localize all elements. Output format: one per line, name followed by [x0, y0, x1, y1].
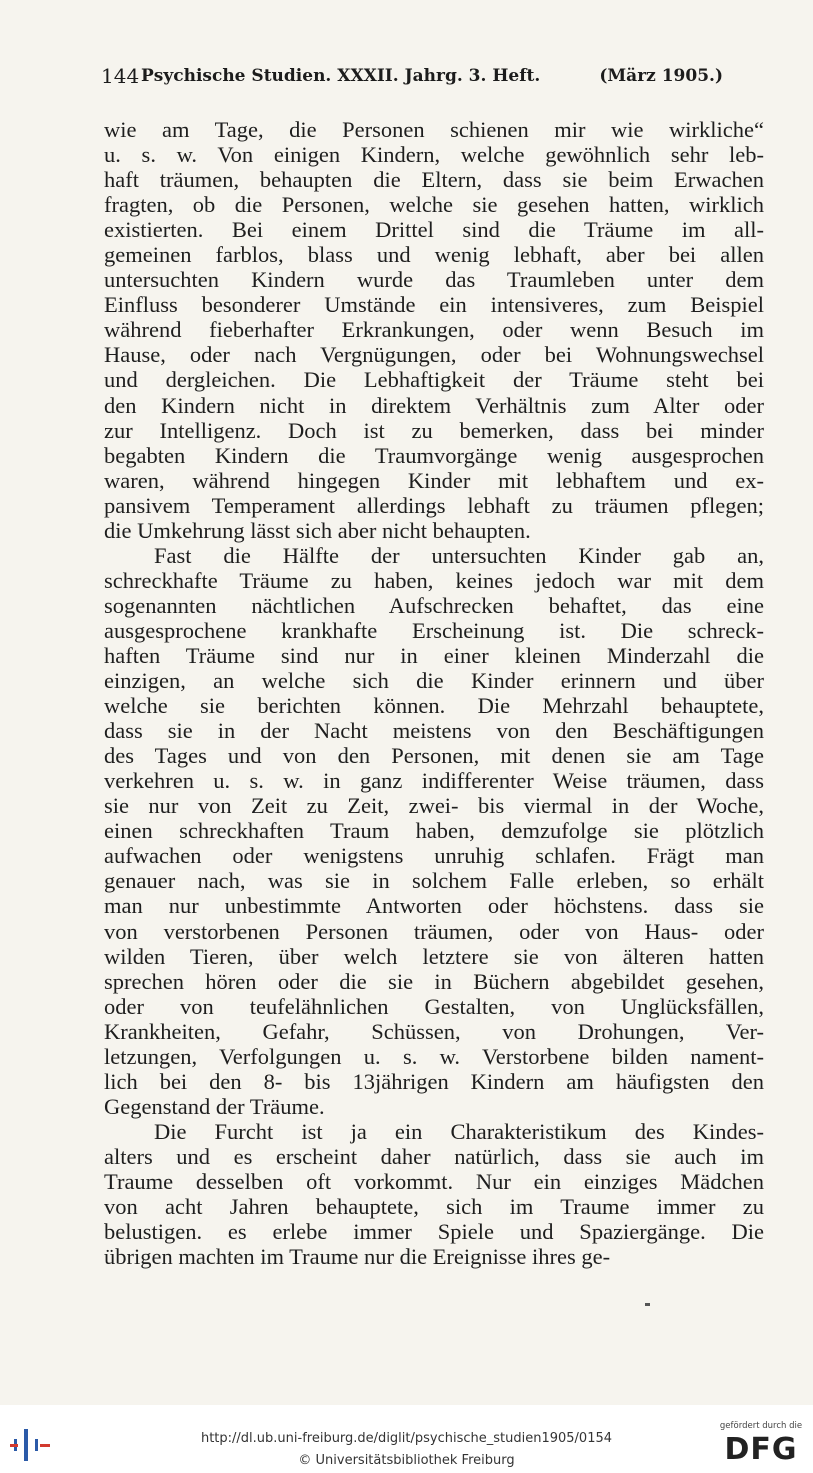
text-line: von acht Jahren behauptete, sich im Traume immer zu	[104, 1194, 764, 1220]
text-line: von verstorbenen Personen träumen, oder von Haus- oder	[104, 918, 764, 944]
text-line: fragten, ob die Personen, welche sie gesehen hatten, wirklich	[104, 192, 764, 218]
dfg-logo[interactable]: DFG	[724, 1432, 798, 1467]
page-number: 144	[101, 64, 140, 88]
text-line: schreckhafte Träume zu haben, keines jedoch war mit dem	[104, 567, 764, 593]
text-line: einzigen, an welche sich die Kinder erinnern und über	[104, 668, 764, 694]
text-line: Gegenstand der Träume.	[104, 1093, 325, 1119]
text-line: verkehren u. s. w. in ganz indifferenter Weise träumen, dass	[104, 768, 764, 794]
text-line: und dergleichen. Die Lebhaftigkeit der Träume steht bei	[104, 367, 764, 393]
text-line: während fieberhafter Erkrankungen, oder wenn Besuch im	[104, 317, 764, 343]
text-line: einen schreckhaften Traum haben, demzufolge sie plötzlich	[104, 818, 764, 844]
text-line: zur Intelligenz. Doch ist zu bemerken, dass bei minder	[104, 417, 764, 443]
text-line: gemeinen farblos, blass und wenig lebhaft, aber bei allen	[104, 242, 764, 268]
issue-date: (März 1905.)	[599, 66, 723, 86]
text-line: welche sie berichten können. Die Mehrzahl behauptete,	[104, 693, 764, 719]
funded-by-label: gefördert durch die	[719, 1421, 803, 1431]
text-line: haften Träume sind nur in einer kleinen Minderzahl die	[104, 642, 764, 668]
text-line: den Kindern nicht in direktem Verhältnis zum Alter oder	[104, 392, 764, 418]
text-line: Fast die Hälfte der untersuchten Kinder gab an,	[154, 542, 764, 568]
text-line: sprechen hören oder die sie in Büchern abgebildet gesehen,	[104, 968, 764, 994]
text-line: wie am Tage, die Personen schienen mir wie wirkliche“	[104, 117, 764, 142]
text-line: oder von teufelähnlichen Gestalten, von Unglücksfällen,	[104, 993, 764, 1019]
text-line: pansivem Temperament allerdings lebhaft zu träumen pflegen;	[104, 492, 764, 518]
copyright-notice: © Universitätsbibliothek Freiburg	[298, 1453, 515, 1468]
text-line: untersuchten Kindern wurde das Traumleben unter dem	[104, 267, 764, 293]
footer-bar	[0, 1405, 813, 1473]
text-line: die Umkehrung lässt sich aber nicht behaupten.	[104, 517, 531, 543]
text-line: des Tages und von den Personen, mit denen sie am Tage	[104, 743, 764, 769]
journal-title: Psychische Studien. XXXII. Jahrg. 3. Heft.	[141, 66, 541, 86]
text-line: existierten. Bei einem Drittel sind die Träume im all-	[104, 217, 764, 243]
text-line: übrigen machten im Traume nur die Ereignisse ihres ge-	[104, 1244, 611, 1270]
text-line: ausgesprochene krankhafte Erscheinung ist. Die schreck-	[104, 617, 764, 643]
text-line: dass sie in der Nacht meistens von den Beschäftigungen	[104, 718, 764, 744]
scan-speck	[645, 1303, 650, 1306]
text-line: alters und es erscheint daher natürlich, dass sie auch im	[104, 1143, 764, 1169]
text-line: wilden Tieren, über welch letztere sie von älteren hatten	[104, 943, 764, 969]
text-line: Krankheiten, Gefahr, Schüssen, von Drohungen, Ver-	[104, 1018, 764, 1044]
text-line: letzungen, Verfolgungen u. s. w. Verstorbene bilden nament-	[104, 1043, 764, 1069]
text-line: man nur unbestimmte Antworten oder höchstens. dass sie	[104, 893, 764, 919]
text-line: aufwachen oder wenigstens unruhig schlafen. Frägt man	[104, 843, 764, 869]
text-line: begabten Kindern die Traumvorgänge wenig ausgesprochen	[104, 442, 764, 468]
text-line: u. s. w. Von einigen Kindern, welche gewöhnlich sehr leb-	[104, 142, 764, 168]
text-line: haft träumen, behaupten die Eltern, dass sie beim Erwachen	[104, 167, 764, 193]
text-line: lich bei den 8- bis 13jährigen Kindern am häufigsten den	[104, 1068, 764, 1094]
text-line: Traume desselben oft vorkommt. Nur ein einziges Mädchen	[104, 1168, 764, 1194]
text-line: waren, während hingegen Kinder mit lebhaftem und ex-	[104, 467, 764, 493]
text-line: belustigen. es erlebe immer Spiele und Spaziergänge. Die	[104, 1219, 764, 1245]
running-head	[101, 64, 723, 88]
article-text	[104, 117, 764, 1269]
text-line: Hause, oder nach Vergnügungen, oder bei Wohnungswechsel	[104, 342, 764, 368]
text-line: sogenannten nächtlichen Aufschrecken behaftet, das eine	[104, 592, 764, 618]
text-line: Die Furcht ist ja ein Charakteristikum des Kindes-	[154, 1118, 764, 1144]
source-url-link[interactable]: http://dl.ub.uni-freiburg.de/diglit/psychische_studien1905/0154	[200, 1431, 613, 1446]
text-line: Einfluss besonderer Umstände ein intensiveres, zum Beispiel	[104, 292, 764, 318]
text-line: genauer nach, was sie in solchem Falle erleben, so erhält	[104, 868, 764, 894]
text-line: sie nur von Zeit zu Zeit, zwei- bis viermal in der Woche,	[104, 793, 764, 819]
